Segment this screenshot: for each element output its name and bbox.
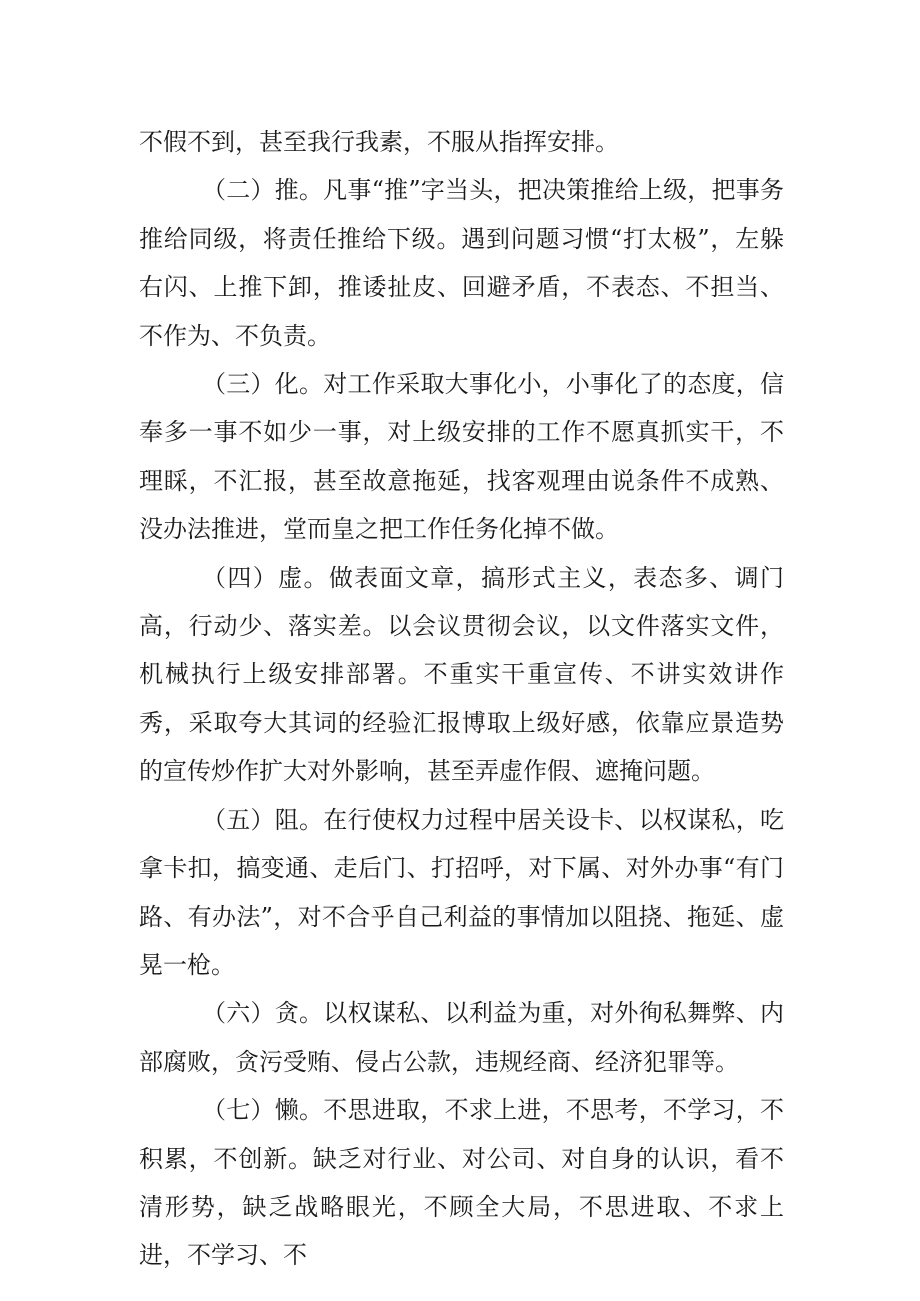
paragraph-four-xu: （四）虚。做表面文章，搞形式主义，表态多、调门高，行动少、落实差。以会议贯彻会议，以文件落实文件，机械执行上级安排部署。不重实干重宣传、不讲实效讲作秀，采取夸大其词的经验汇报博取上级好感，依靠应景造势的宣传炒作扩大对外影响，甚至弄虚作假、遮掩问题。 — [139, 563, 784, 786]
paragraph-seven-lan: （七）懒。不思进取，不求上进，不思考，不学习，不积累，不创新。缺乏对行业、对公司、对自身的认识，看不清形势，缺乏战略眼光，不顾全大局，不思进取、不求上进，不学习、不 — [139, 1096, 784, 1270]
paragraph-two-tui: （二）推。凡事“推”字当头，把决策推给上级，把事务推给同级，将责任推给下级。遇到问题习惯“打太极”，左躲右闪、上推下卸，推诿扯皮、回避矛盾，不表态、不担当、不作为、不负责。 — [139, 176, 784, 350]
paragraph-six-tan: （六）贪。以权谋私、以利益为重，对外徇私舞弊、内部腐败，贪污受贿、侵占公款，违规经商、经济犯罪等。 — [139, 999, 784, 1076]
body-text — [139, 118, 784, 1280]
paragraph-three-hua: （三）化。对工作采取大事化小，小事化了的态度，信奉多一事不如少一事，对上级安排的工作不愿真抓实干，不理睬，不汇报，甚至故意拖延，找客观理由说条件不成熟、没办法推进，堂而皇之把工作任务化掉不做。 — [139, 370, 784, 544]
paragraph-continuation: 不假不到，甚至我行我素，不服从指挥安排。 — [139, 128, 619, 156]
paragraph-five-zu: （五）阻。在行使权力过程中居关设卡、以权谋私，吃拿卡扣，搞变通、走后门、打招呼，对下属、对外办事“有门路、有办法”，对不合乎自己利益的事情加以阻挠、拖延、虚晃一枪。 — [139, 805, 784, 979]
